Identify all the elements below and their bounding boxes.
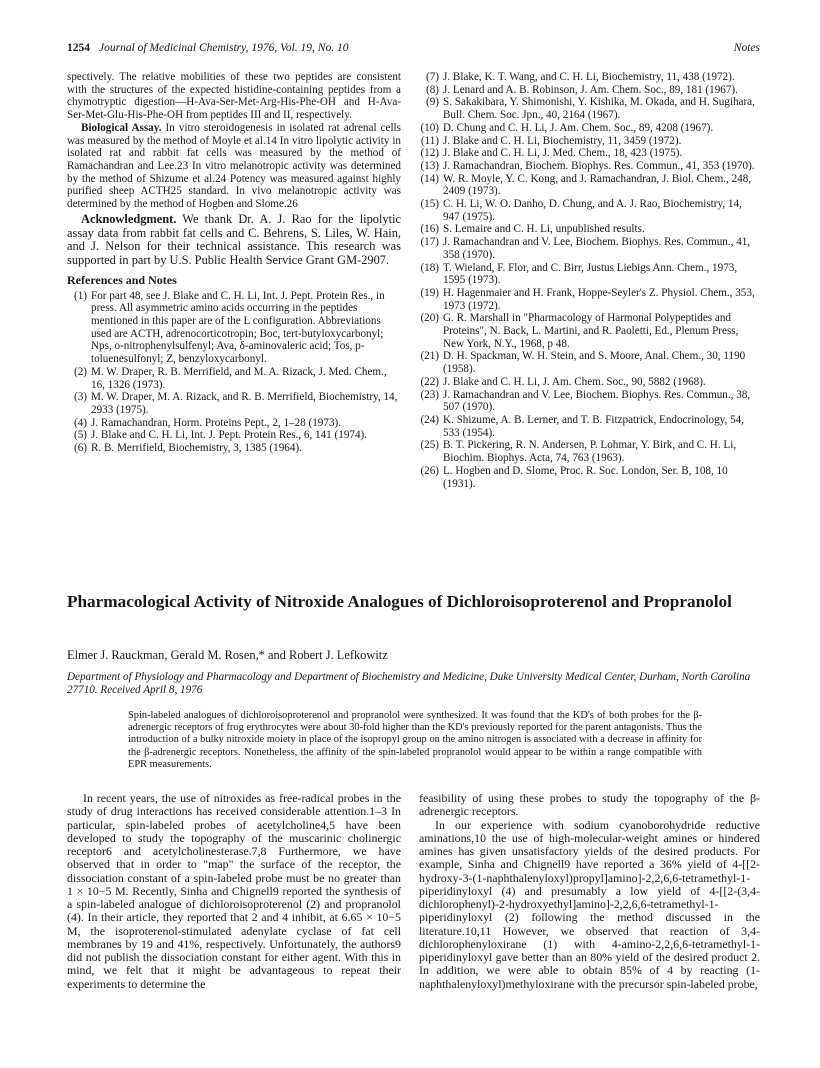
reference-list <box>67 290 401 455</box>
article-affiliation: Department of Physiology and Pharmacology and Department of Biochemistry and Medicine, Duke University Medical Center, Durham, North Carolina 27710. Received April 8, 1976 <box>67 671 751 696</box>
reference-number: (17) <box>420 236 439 249</box>
article-title: Pharmacological Activity of Nitroxide Analogues of Dichloroisoproterenol and Propranolol <box>67 592 732 611</box>
reference-item <box>419 96 760 121</box>
journal-citation: Journal of Medicinal Chemistry, 1976, Vol. 19, No. 10 <box>99 42 349 54</box>
reference-text: S. Lemaire and C. H. Li, unpublished results. <box>443 223 645 236</box>
body-left-column <box>67 792 401 991</box>
reference-text: D. Chung and C. H. Li, J. Am. Chem. Soc., 89, 4208 (1967). <box>443 121 714 134</box>
reference-text: J. Blake, K. T. Wang, and C. H. Li, Biochemistry, 11, 438 (1972). <box>443 71 735 83</box>
right-column <box>419 71 760 490</box>
references-heading: References and Notes <box>67 272 177 287</box>
reference-number: (23) <box>420 388 439 401</box>
reference-item <box>67 417 401 430</box>
reference-text: W. R. Moyle, Y. C. Kong, and J. Ramachandran, J. Biol. Chem., 248, 2409 (1973). <box>443 172 752 198</box>
reference-item <box>419 389 760 414</box>
reference-text: B. T. Pickering, R. N. Andersen, P. Lohmar, Y. Birk, and C. H. Li, Biochim. Biophys. Acta, 74, 763 (1963). <box>443 439 737 465</box>
reference-item <box>419 71 760 84</box>
reference-text: J. Blake and C. H. Li, Biochemistry, 11, 3459 (1972). <box>443 134 682 147</box>
reference-item <box>419 312 760 350</box>
paragraph-text: We thank Dr. A. J. Rao for the lipolytic assay data from rabbit fat cells and C. Behrens, S. Liles, W. Hain, and J. Nelson for their technical assistance. This research was supported in part by U.S. Public Health Service Grant GM-2907. <box>67 211 401 268</box>
reference-number: (16) <box>420 223 439 236</box>
reference-number: (7) <box>426 71 439 83</box>
reference-number: (26) <box>420 464 439 477</box>
reference-item <box>419 376 760 389</box>
left-column <box>67 71 401 455</box>
reference-text: C. H. Li, W. O. Danho, D. Chung, and A. J. Rao, Biochemistry, 14, 947 (1975). <box>443 198 742 223</box>
reference-item <box>67 290 401 366</box>
paragraph-text: In vitro steroidogenesis in isolated rat adrenal cells was measured by the method of Moyle et al.14 In vitro lipolytic activity in isolated rat and rabbit fat cells was measured by the method of Ramachandran and Lee.23 In vitro melanotropic activity was determined by the method of Shizume et al.24 Potency was measured against highly purified sheep ACTH25 standard. In vivo melanotropic activity was determined by the method of Hogben and Slome.26 <box>67 121 401 211</box>
reference-number: (22) <box>420 375 439 388</box>
reference-item <box>419 439 760 464</box>
reference-text: J. Ramachandran, Biochem. Biophys. Res. Commun., 41, 353 (1970). <box>443 159 755 172</box>
reference-item <box>419 173 760 198</box>
article-abstract: Spin-labeled analogues of dichloroisoproterenol and propranolol were synthesized. It was found that the KD's of both probes for the β-adrenergic receptors of frog erythrocytes were about 30-fold higher than the KD's previously reported for the parent antagonists. Thus the introduction of a bulky nitroxide moiety in place of the isopropyl group on the amino nitrogen is associated with a decrease in affinity for the β-adrenergic receptors. Nonetheless, the affinity of the spin-labeled propranolol would appear to be within a range compatible with EPR measurements. <box>128 710 702 770</box>
reference-item <box>67 366 401 391</box>
reference-item <box>419 84 760 97</box>
reference-text: M. W. Draper, R. B. Merrifield, and M. A. Rizack, J. Med. Chem., 16, 1326 (1973). <box>91 365 387 391</box>
reference-number: (6) <box>74 442 87 455</box>
reference-number: (4) <box>74 416 87 429</box>
reference-number: (24) <box>420 413 439 426</box>
reference-text: S. Sakakibara, Y. Shimonishi, Y. Kishika, M. Okada, and H. Sugihara, Bull. Chem. Soc. Jpn., 40, 2164 (1967). <box>443 96 755 122</box>
reference-item <box>419 236 760 261</box>
reference-item <box>419 122 760 135</box>
reference-number: (18) <box>420 261 439 274</box>
body-paragraph: feasibility of using these probes to study the topography of the β-adrenergic receptors. <box>419 791 760 819</box>
reference-number: (13) <box>420 159 439 172</box>
biological-assay-paragraph <box>67 122 401 211</box>
reference-item <box>419 223 760 236</box>
reference-text: J. Ramachandran and V. Lee, Biochem. Biophys. Res. Commun., 41, 358 (1970). <box>443 236 751 261</box>
reference-text: L. Hogben and D. Slome, Proc. R. Soc. London, Ser. B, 108, 10 (1931). <box>443 464 728 490</box>
run-in-heading: Acknowledgment. <box>81 211 177 226</box>
reference-text: J. Blake and C. H. Li, Int. J. Pept. Protein Res., 6, 141 (1974). <box>91 429 368 442</box>
reference-text: J. Ramachandran, Horm. Proteins Pept., 2, 1–28 (1973). <box>91 416 342 429</box>
reference-text: T. Wieland, F. Flor, and C. Birr, Justus Liebigs Ann. Chem., 1973, 1595 (1973). <box>443 261 738 287</box>
reference-number: (9) <box>426 96 439 109</box>
reference-number: (19) <box>420 286 439 299</box>
reference-text: R. B. Merrifield, Biochemistry, 3, 1385 (1964). <box>91 442 302 455</box>
reference-number: (25) <box>420 439 439 452</box>
body-paragraph: In recent years, the use of nitroxides as free-radical probes in the study of drug interactions has received considerable attention.1–3 In particular, spin-labeled probes of acetylcholine4,5 have been developed to study the topography of the muscarinic cholinergic receptor6 and acetylcholinesterase.7,8 Furthermore, we have observed that in order to "map" the surface of the receptor, the dissociation constant of a spin-labeled probe must be no greater than 1 × 10−5 M. Recently, Sinha and Chignell9 reported the synthesis of a spin-labeled analogue of dichloroisoproterenol (2) and propranolol (4). In their article, they reported that 2 and 4 inhibit, at 6.65 × 10−5 M, the isoproterenol-stimulated adenylate cyclase of fat cell membranes by 19 and 41%, respectively. Unfortunately, the authors9 did not publish the dissociation constant for either agent. With this in mind, we felt that it might be advantageous to repeat their experiments to determine the <box>67 791 401 991</box>
reference-item <box>419 147 760 160</box>
section-label: Notes <box>733 42 760 54</box>
reference-number: (11) <box>420 134 439 147</box>
reference-text: H. Hagenmaier and H. Frank, Hoppe-Seyler's Z. Physiol. Chem., 353, 1973 (1972). <box>443 286 755 312</box>
reference-item <box>419 414 760 439</box>
reference-number: (8) <box>426 83 439 96</box>
body-right-column <box>419 792 760 991</box>
reference-number: (20) <box>420 312 439 325</box>
reference-item <box>419 198 760 223</box>
reference-text: D. H. Spackman, W. H. Stein, and S. Moore, Anal. Chem., 30, 1190 (1958). <box>443 350 746 376</box>
reference-number: (1) <box>74 289 87 302</box>
body-paragraph: In our experience with sodium cyanoborohydride reductive aminations,10 the use of high-molecular-weight amines or hindered amines has given unsatisfactory yields of the desired products. For example, Sinha and Chignell9 have reported a 36% yield of 4-[[2-hydroxy-3-(1-naphthalenyloxyl)propyl]amino]-2,2,6,6-tetramethyl-1-piperidinyloxyl (4) and presumably a low yield of 4-[[2-(3,4-dichlorophenyl)-2-hydroxyethyl]amino]-2,2,6,6-tetramethyl-1-piperidinyloxyl (2) following the method discussed in the literature.10,11 However, we observed that reaction of 3,4-dichlorophenyloxirane (1) with 4-amino-2,2,6,6-tetramethyl-1-piperidinyloxyl gave better than an 80% yield of the desired product 2. In addition, we were able to obtain 85% of 4 by reacting (1-naphthalenyloxyl)methyloxirane with the precursor spin-labeled probe, <box>419 817 760 991</box>
reference-number: (21) <box>420 350 439 363</box>
reference-number: (14) <box>420 172 439 185</box>
reference-item <box>419 262 760 287</box>
reference-number: (10) <box>420 121 439 134</box>
reference-text: J. Blake and C. H. Li, J. Am. Chem. Soc., 90, 5882 (1968). <box>443 375 706 388</box>
reference-item <box>67 391 401 416</box>
page-number: 1254 <box>67 42 90 54</box>
reference-item <box>419 287 760 312</box>
run-in-heading: Biological Assay. <box>81 121 162 134</box>
reference-text: K. Shizume, A. B. Lerner, and T. B. Fitzpatrick, Endocrinology, 54, 533 (1954). <box>443 413 745 439</box>
reference-text: J. Blake and C. H. Li, J. Med. Chem., 18, 423 (1975). <box>443 147 683 160</box>
reference-item <box>419 465 760 490</box>
reference-item <box>67 429 401 442</box>
running-header <box>67 42 760 58</box>
reference-number: (3) <box>74 391 87 404</box>
reference-number: (5) <box>74 429 87 442</box>
reference-list <box>419 71 760 490</box>
reference-item <box>419 160 760 173</box>
reference-item <box>419 350 760 375</box>
paragraph-continuation: spectively. The relative mobilities of these two peptides are consistent with the structures of the expected histidine-containing peptides from a chymotryptic digestion—H-Ava-Ser-Met-Arg-His-Phe-OH and H-Ava-Ser-Met-Glu-His-Phe-OH from peptides III and II, respectively. <box>67 71 401 122</box>
reference-text: J. Ramachandran and V. Lee, Biochem. Biophys. Res. Commun., 38, 507 (1970). <box>443 388 751 414</box>
reference-number: (12) <box>420 147 439 160</box>
article-authors: Elmer J. Rauckman, Gerald M. Rosen,* and Robert J. Lefkowitz <box>67 648 388 662</box>
reference-text: M. W. Draper, M. A. Rizack, and R. B. Merrifield, Biochemistry, 14, 2933 (1975). <box>91 391 398 416</box>
reference-item <box>419 135 760 148</box>
reference-text: For part 48, see J. Blake and C. H. Li, Int. J. Pept. Protein Res., in press. All asymmetric amino acids occurring in the peptides mentioned in this paper are of the L configuration. Abbreviations used are ACTH, adrenocorticotropin; Boc, tert-butyloxycarbonyl; Nps, o-nitrophenylsulfenyl; Ava, δ-aminovaleric acid; Tos, p-toluenesulfonyl; Z, benzyloxycarbonyl. <box>91 289 385 366</box>
reference-text: G. R. Marshall in "Pharmacology of Harmonal Polypeptides and Proteins", N. Back, L. Martini, and R. Paoletti, Ed., Plenum Press, New York, N.Y., 1968, p 48. <box>443 312 739 350</box>
reference-number: (2) <box>74 365 87 378</box>
reference-number: (15) <box>420 198 439 211</box>
reference-text: J. Lenard and A. B. Robinson, J. Am. Chem. Soc., 89, 181 (1967). <box>443 83 738 96</box>
reference-item <box>67 442 401 455</box>
acknowledgment-paragraph <box>67 213 401 268</box>
